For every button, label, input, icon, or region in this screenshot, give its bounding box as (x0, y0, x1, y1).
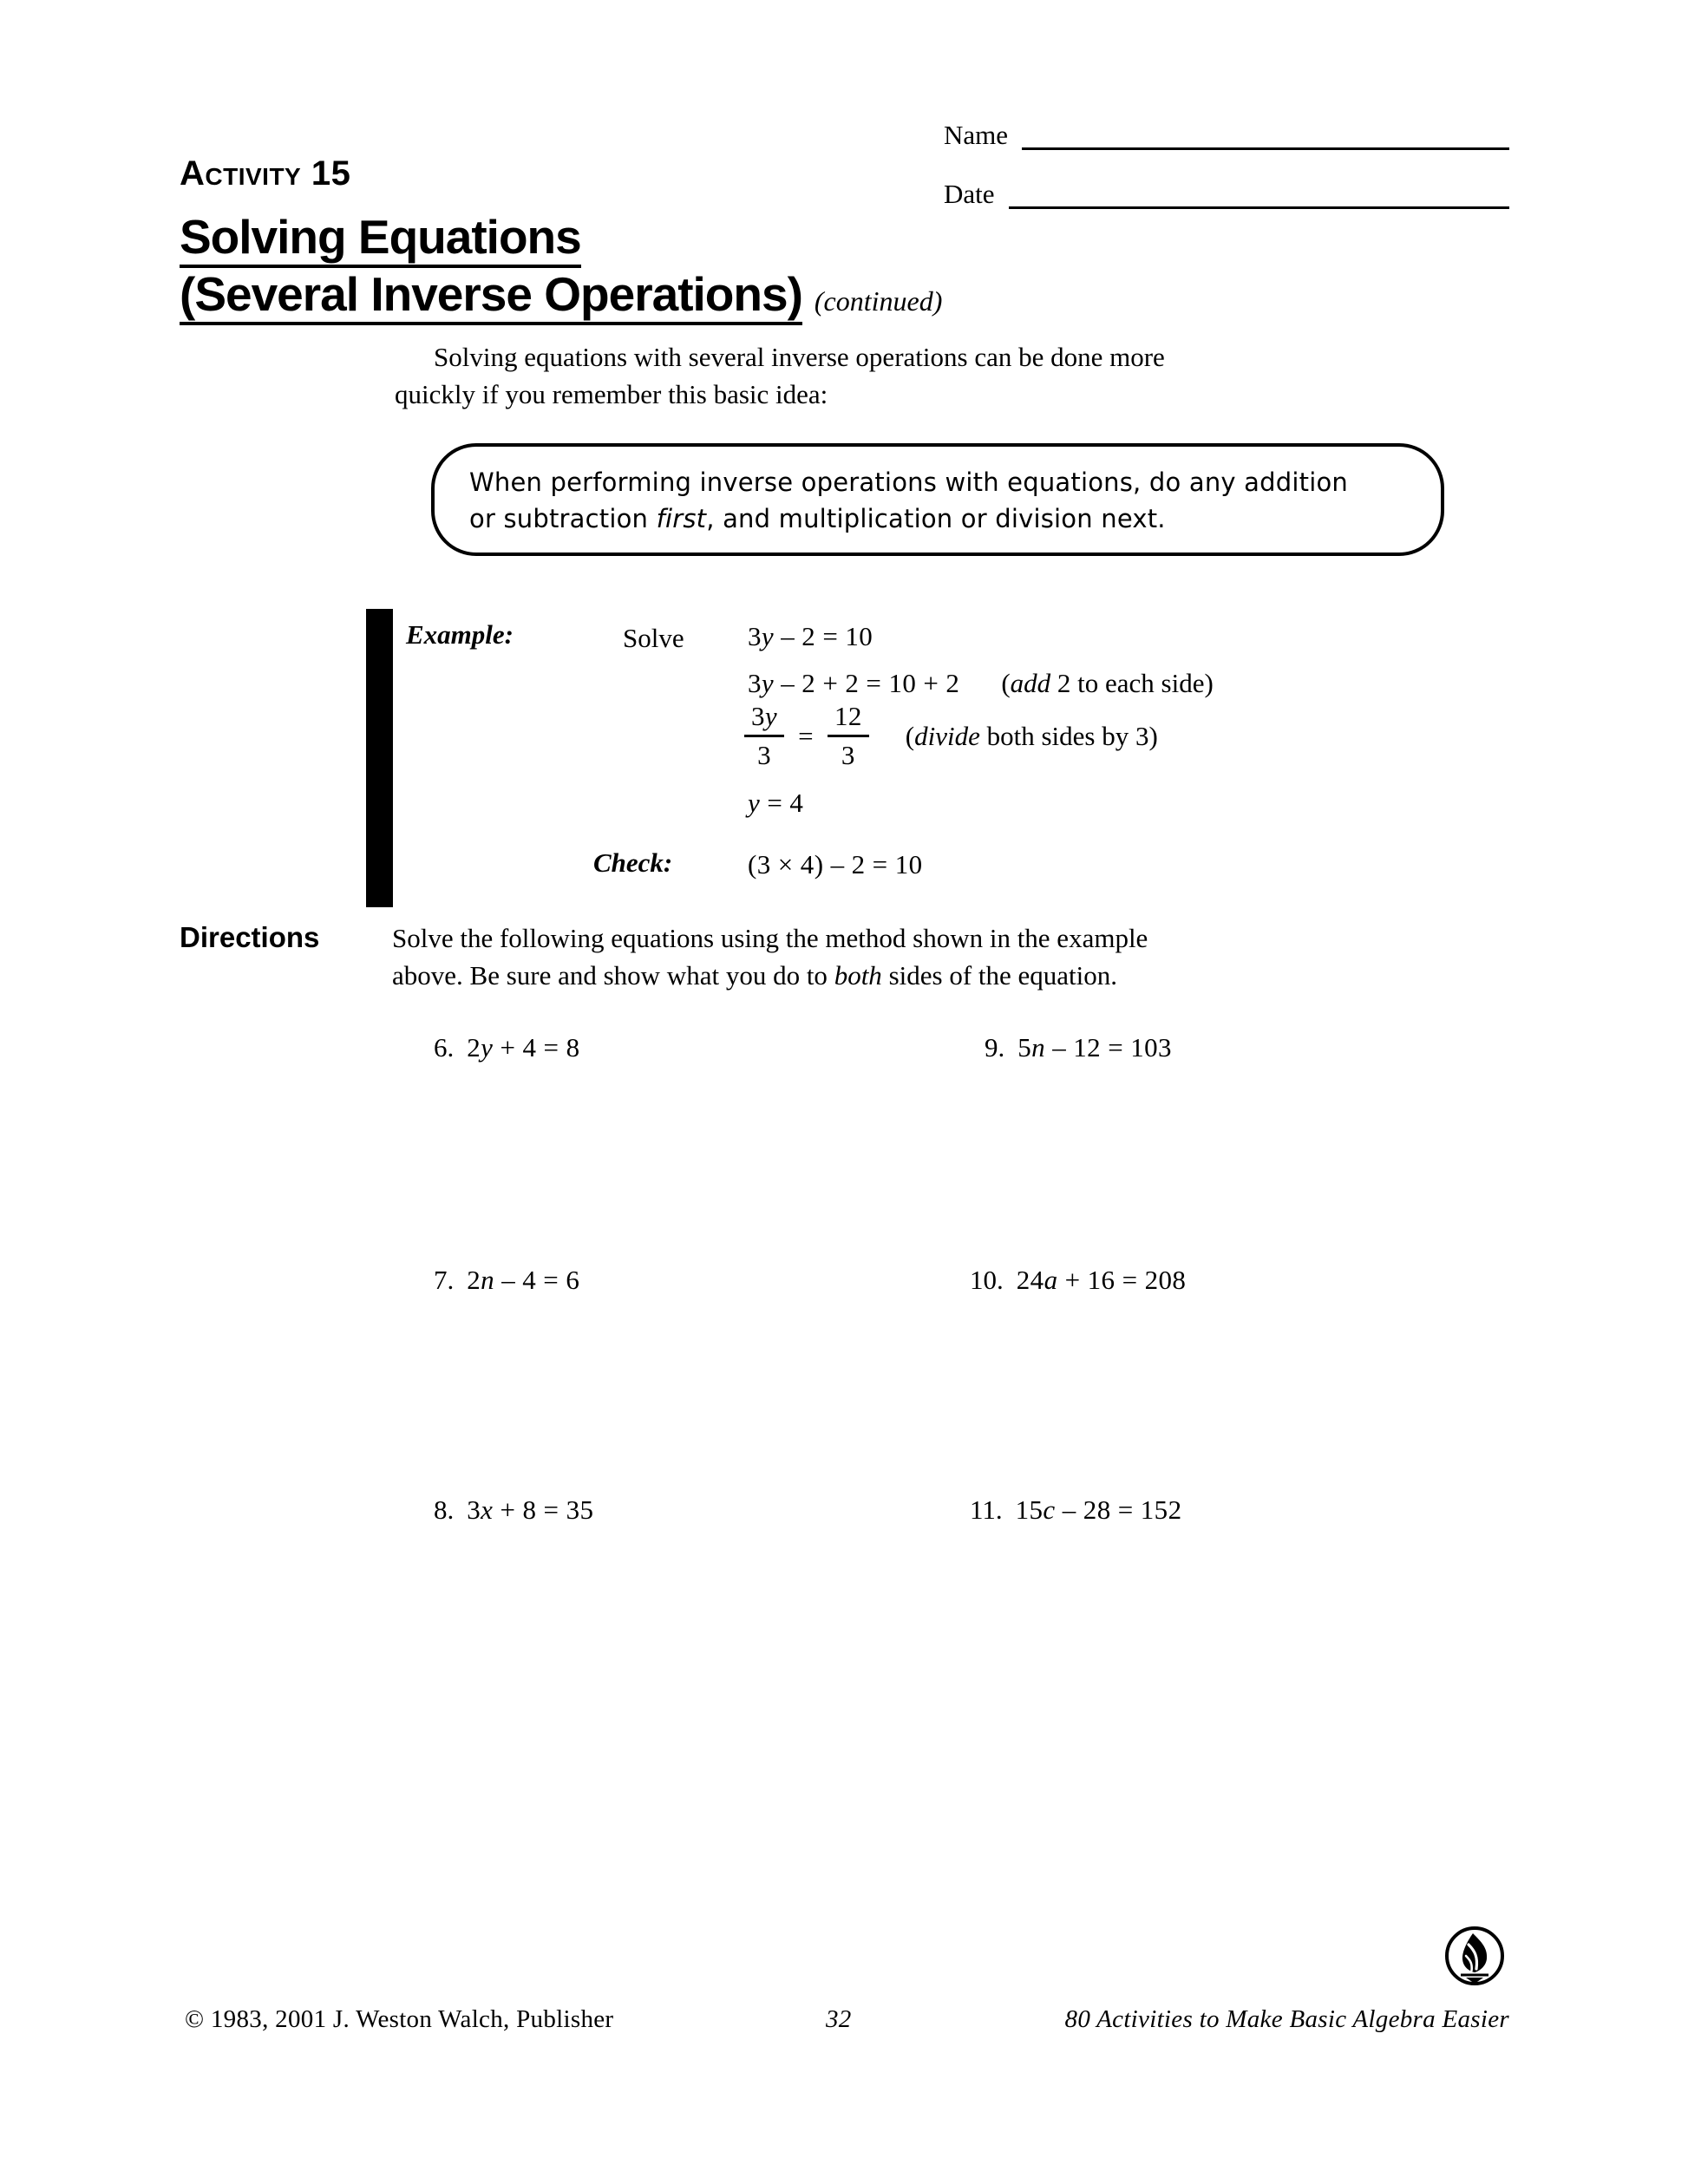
problem-10-equation: 24a + 16 = 208 (1016, 1265, 1187, 1295)
problem-7-number: 7. (434, 1265, 455, 1295)
example-fraction-row (744, 701, 1158, 771)
example-equation-1: 3y – 2 = 10 (748, 621, 873, 651)
page-title-line2 (180, 267, 943, 325)
fraction-right (828, 701, 869, 771)
idea-box-line1: When performing inverse operations with equations, do any addition (469, 468, 1348, 497)
date-label: Date (944, 179, 995, 209)
title-text-line1: Solving Equations (180, 213, 581, 268)
walch-flame-icon (1442, 1924, 1508, 1990)
problem-11-equation: 15c – 28 = 152 (1015, 1494, 1182, 1525)
solve-label: Solve (623, 623, 684, 653)
date-field-row (944, 177, 1509, 209)
page-title-line1 (180, 210, 581, 268)
problem-11-number: 11. (970, 1494, 1003, 1525)
fraction-note: (divide both sides by 3) (905, 720, 1158, 751)
directions-label: Directions (180, 921, 320, 953)
fraction-equals-sign: = (798, 720, 814, 751)
example-equation-2: 3y – 2 + 2 = 10 + 2 (748, 668, 960, 698)
problem-9 (985, 1032, 1172, 1063)
publisher-logo (1442, 1924, 1508, 1990)
problem-7-equation: 2n – 4 = 6 (467, 1265, 580, 1295)
problem-7 (434, 1265, 579, 1296)
example-equation-2-note: (add 2 to each side) (1001, 668, 1214, 698)
problem-8-equation: 3x + 8 = 35 (467, 1494, 594, 1525)
footer-copyright: © 1983, 2001 J. Weston Walch, Publisher (185, 2005, 614, 2033)
problem-9-equation: 5n – 12 = 103 (1017, 1032, 1172, 1063)
fraction-right-denominator: 3 (828, 735, 869, 771)
problem-6-number: 6. (434, 1032, 455, 1063)
footer-book-title: 80 Activities to Make Basic Algebra Easier (1064, 2005, 1509, 2033)
activity-heading: Activity 15 (180, 154, 351, 193)
name-label: Name (944, 120, 1009, 150)
check-equation: (3 × 4) – 2 = 10 (748, 849, 923, 879)
problem-10 (970, 1265, 1186, 1296)
example-equation-2-row (748, 668, 1214, 699)
fraction-left-numerator: 3y (751, 701, 778, 731)
problem-6-equation: 2y + 4 = 8 (467, 1032, 580, 1063)
intro-line2: quickly if you remember this basic idea: (395, 379, 828, 409)
fraction-left-denominator: 3 (744, 735, 784, 771)
idea-box-line2: or subtraction first, and multiplication or division next. (469, 504, 1166, 533)
problem-10-number: 10. (970, 1265, 1004, 1295)
problem-11 (970, 1494, 1181, 1526)
problem-9-number: 9. (985, 1032, 1005, 1063)
fraction-right-numerator: 12 (834, 701, 862, 731)
problem-8-number: 8. (434, 1494, 455, 1525)
problem-6 (434, 1032, 580, 1063)
problem-8 (434, 1494, 593, 1526)
name-blank-line[interactable] (1022, 118, 1509, 150)
example-solution: y = 4 (748, 788, 804, 818)
title-text-line2: (Several Inverse Operations) (180, 271, 802, 325)
directions-line2: above. Be sure and show what you do to both sides of the equation. (392, 960, 1118, 991)
continued-label: (continued) (814, 285, 943, 317)
footer-page-number: 32 (826, 2005, 852, 2033)
directions-line1: Solve the following equations using the method shown in the example (392, 923, 1148, 953)
idea-callout-box (431, 443, 1444, 556)
name-field-row (944, 118, 1509, 150)
example-side-bar (366, 609, 393, 907)
fraction-left (744, 701, 784, 771)
example-label: Example: (406, 619, 514, 650)
intro-line1: Solving equations with several inverse operations can be done more (434, 342, 1165, 372)
check-label: Check: (593, 847, 673, 878)
date-blank-line[interactable] (1009, 177, 1509, 209)
